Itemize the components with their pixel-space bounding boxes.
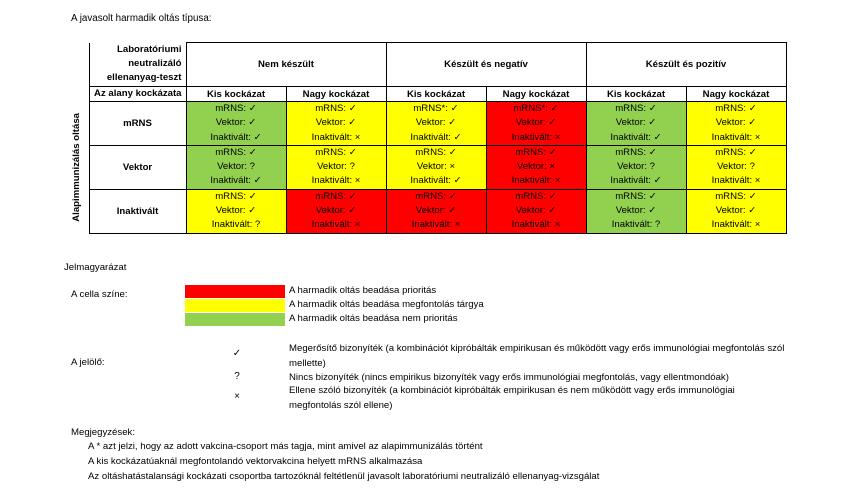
legend-text: A harmadik oltás beadása prioritás [289, 285, 437, 296]
recommendation-cell [386, 145, 486, 189]
cell-line: mRNS: ✓ [315, 146, 357, 158]
cell-line: Inaktivált: ✓ [610, 131, 662, 143]
note-item: Az oltáshatástalansági kockázati csoportba tartozóknál feltétlenül javasolt laboratóriumi neutralizáló ellenanyag-vizsgálat [88, 471, 600, 482]
risk-level: Nagy kockázat [486, 87, 586, 102]
recommendation-cell [586, 145, 686, 189]
table-row [64, 102, 786, 146]
risk-row-label: Az alany kockázata [89, 87, 186, 102]
cell-line: Vektor: ✓ [415, 205, 457, 217]
test-header-label: Laboratóriumi neutralizáló ellenanyag-teszt [89, 43, 186, 87]
risk-level: Kis kockázat [386, 87, 486, 102]
row-label-vektor: Vektor [89, 145, 186, 189]
cell-line: mRNS: ✓ [715, 103, 757, 114]
cell-line: Vektor: ✓ [215, 205, 257, 217]
cell-line: Vektor: ✓ [215, 117, 257, 129]
cell-line: Vektor: ✓ [615, 117, 657, 129]
cell-line: mRNS*: ✓ [413, 103, 459, 114]
legend-swatch-green [185, 313, 285, 326]
cell-line: Inaktivált: × [311, 131, 361, 143]
cell-line: Vektor: ✓ [615, 205, 657, 217]
cell-line: Vektor: × [516, 161, 556, 173]
cell-line: Inaktivált: ✓ [410, 131, 462, 143]
cell-line: mRNS: ✓ [415, 146, 457, 158]
legend-heading: Jelmagyarázat [64, 262, 127, 273]
legend-swatch-red [185, 285, 285, 298]
recommendation-cell [186, 189, 286, 233]
cell-line: Vektor: ✓ [315, 117, 357, 129]
cell-line: mRNS: ✓ [215, 190, 257, 202]
recommendation-cell [586, 189, 686, 233]
cell-line: mRNS: ✓ [715, 190, 757, 202]
recommendation-cell [186, 145, 286, 189]
cross-icon: × [234, 391, 240, 402]
cell-line: mRNS: ✓ [515, 190, 557, 202]
cell-line: mRNS: ✓ [315, 103, 357, 114]
recommendation-cell [286, 102, 386, 146]
cell-line: Vektor: ✓ [515, 117, 557, 129]
cell-line: mRNS: ✓ [615, 190, 657, 202]
cell-line: Vektor: ✓ [415, 117, 457, 129]
cell-line: Vektor: ? [217, 161, 255, 173]
recommendation-cell [586, 102, 686, 146]
cell-line: mRNS: ✓ [215, 103, 257, 114]
recommendation-cell [286, 189, 386, 233]
legend-text: A harmadik oltás beadása megfontolás tárgya [289, 299, 484, 310]
group-header-positive: Készült és pozitív [586, 43, 786, 87]
cell-line: Inaktivált: × [311, 175, 361, 187]
marker-label: A jelölő: [71, 357, 105, 368]
cell-line: Vektor: ? [717, 161, 755, 173]
question-icon: ? [234, 371, 240, 382]
recommendation-cell [186, 102, 286, 146]
recommendation-cell [486, 189, 586, 233]
cell-line: Inaktivált: × [711, 131, 761, 143]
risk-level: Kis kockázat [186, 87, 286, 102]
cell-line: Inaktivált: ? [211, 219, 261, 231]
cell-line: mRNS: ✓ [515, 146, 557, 158]
cell-line: mRNS: ✓ [215, 146, 257, 158]
cell-line: Inaktivált: ✓ [210, 131, 262, 143]
recommendation-cell [286, 145, 386, 189]
vaccine-recommendation-table [64, 42, 787, 234]
recommendation-cell [686, 189, 786, 233]
cell-line: Inaktivált: ? [611, 219, 661, 231]
cell-line: Inaktivált: ✓ [210, 175, 262, 187]
cell-line: Vektor: ✓ [315, 205, 357, 217]
note-item: A * azt jelzi, hogy az adott vakcina-csoport más tagja, mint amivel az alapimmunizálás történt [88, 441, 483, 452]
cell-line: mRNS: ✓ [615, 146, 657, 158]
cell-line: Inaktivált: × [311, 219, 361, 231]
table-row [64, 145, 786, 189]
primary-vaccine-side-label: Alapimmunizálás oltása [64, 102, 89, 234]
cell-line: Inaktivált: × [511, 175, 561, 187]
cell-line: mRNS*: ✓ [513, 103, 559, 114]
check-icon: ✓ [232, 348, 242, 359]
cell-line: Vektor: ? [617, 161, 655, 173]
table-row [64, 189, 786, 233]
cell-line: Inaktivált: × [711, 219, 761, 231]
marker-text: Ellene szóló bizonyíték (a kombinációt kipróbálták empirikusan és nem működött vagy erős immunológiai megfontolás szól ellene) [289, 385, 735, 411]
cell-line: Vektor: ✓ [515, 205, 557, 217]
cell-line: mRNS: ✓ [715, 146, 757, 158]
risk-level: Nagy kockázat [686, 87, 786, 102]
cell-color-label: A cella színe: [71, 289, 128, 300]
row-label-inaktivalt: Inaktivált [89, 189, 186, 233]
cell-line: Vektor: ✓ [715, 205, 757, 217]
cell-line: Inaktivált: × [711, 175, 761, 187]
cell-line: Vektor: ? [317, 161, 355, 173]
cell-line: Inaktivált: × [411, 219, 461, 231]
page-title: A javasolt harmadik oltás típusa: [71, 13, 212, 24]
cell-line: mRNS: ✓ [315, 190, 357, 202]
cell-line: Vektor: ✓ [715, 117, 757, 129]
risk-level: Kis kockázat [586, 87, 686, 102]
note-item: A kis kockázatúaknál megfontolandó vektorvakcina helyett mRNS alkalmazása [88, 456, 423, 467]
cell-line: Vektor: × [416, 161, 456, 173]
notes-heading: Megjegyzések: [71, 427, 135, 438]
recommendation-cell [686, 102, 786, 146]
recommendation-cell [686, 145, 786, 189]
group-header-not-done: Nem készült [186, 43, 386, 87]
cell-line: Inaktivált: × [511, 219, 561, 231]
cell-line: Inaktivált: × [511, 131, 561, 143]
recommendation-cell [386, 189, 486, 233]
legend-swatch-yellow [185, 299, 285, 312]
recommendation-cell [486, 102, 586, 146]
row-label-mrns: mRNS [89, 102, 186, 146]
legend-text: A harmadik oltás beadása nem prioritás [289, 313, 458, 324]
group-header-negative: Készült és negatív [386, 43, 586, 87]
risk-level: Nagy kockázat [286, 87, 386, 102]
cell-line: mRNS: ✓ [615, 103, 657, 114]
cell-line: Inaktivált: ✓ [610, 175, 662, 187]
cell-line: mRNS: ✓ [415, 190, 457, 202]
recommendation-cell [386, 102, 486, 146]
recommendation-cell [486, 145, 586, 189]
marker-text: Megerősítő bizonyíték (a kombinációt kipróbálták empirikusan és működött vagy erős immunológiai megfontolás szól mellette) [289, 343, 785, 369]
cell-line: Inaktivált: ✓ [410, 175, 462, 187]
marker-text: Nincs bizonyíték (nincs empirikus bizonyíték vagy erős immunológiai megfontolás, vagy ellentmondóak) [289, 372, 729, 383]
